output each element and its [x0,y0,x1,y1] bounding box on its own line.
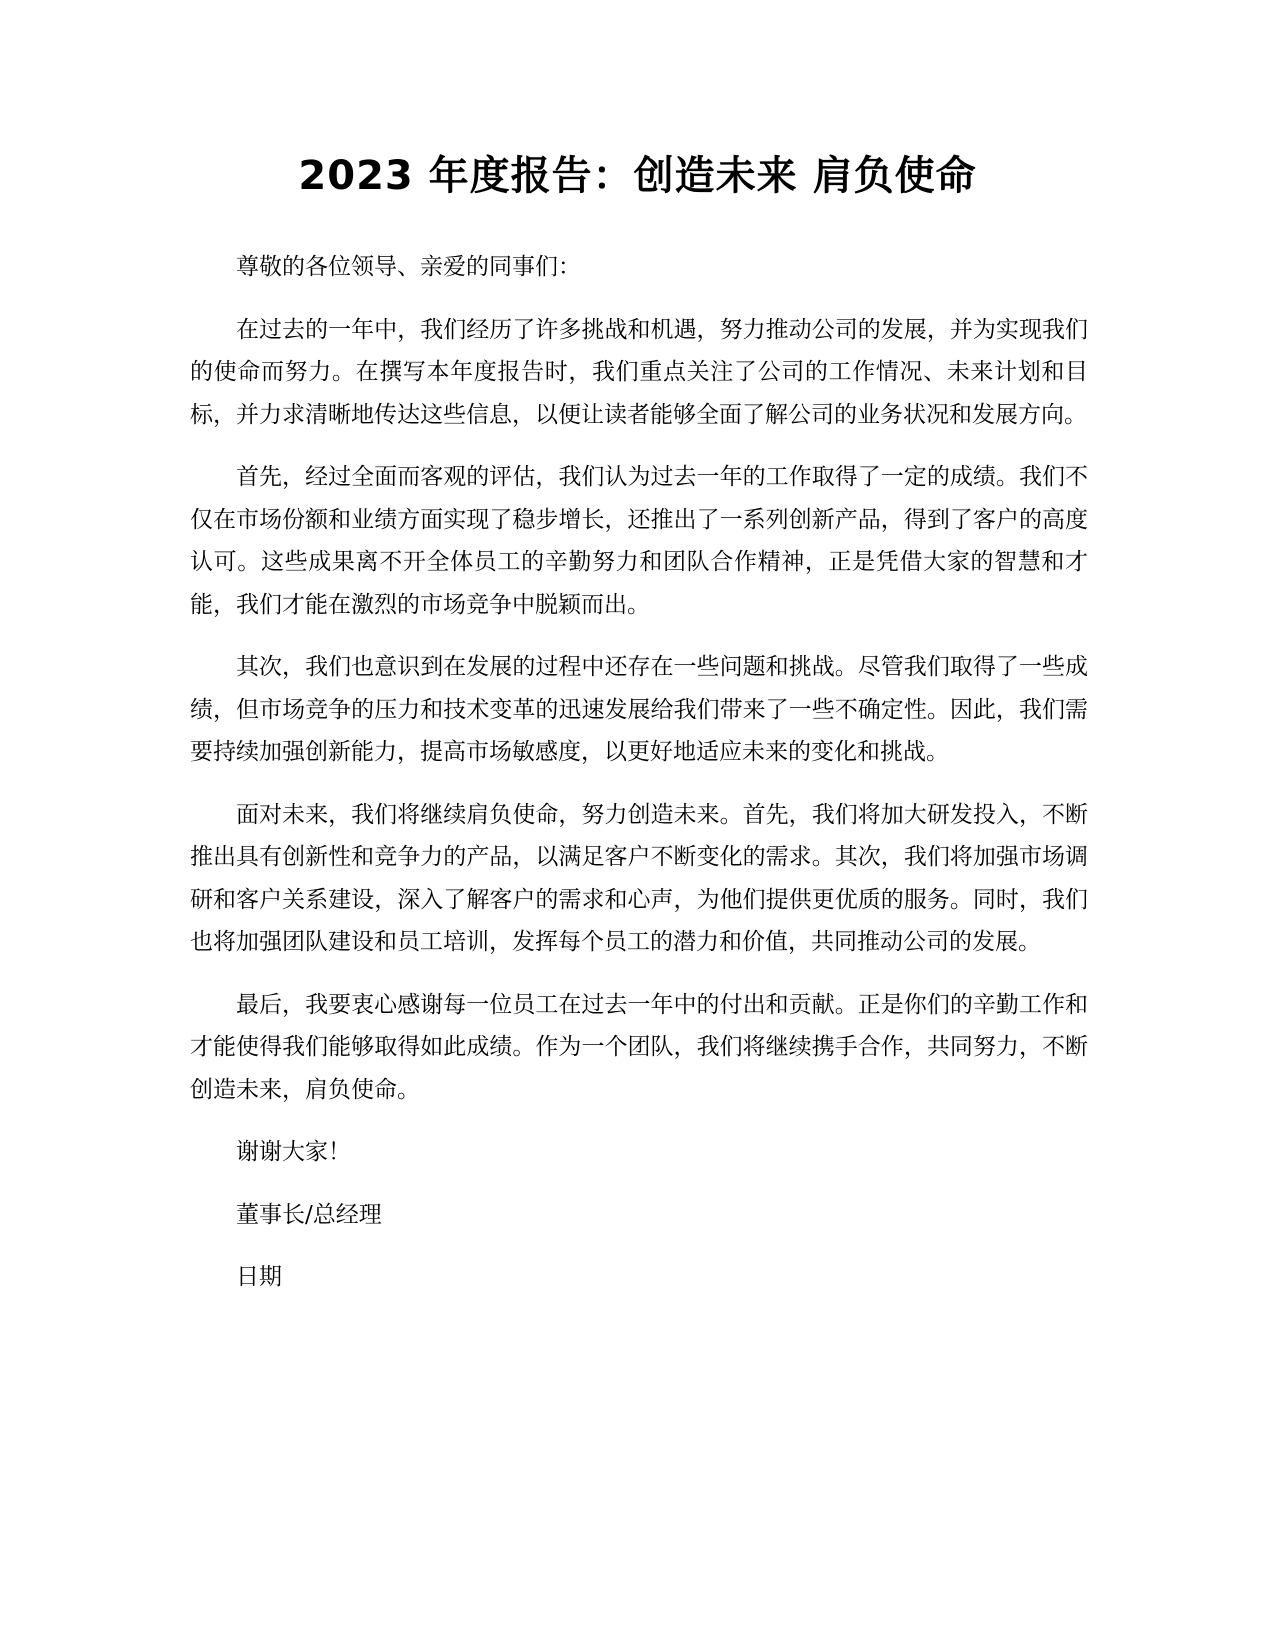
salutation: 尊敬的各位领导、亲爱的同事们： [236,254,581,280]
paragraph-future-plans: 面对未来，我们将继续肩负使命，努力创造未来。首先，我们将加大研发投入，不断推出具有创新性和竞争力的产品，以满足客户不断变化的需求。其次，我们将加强市场调研和客户关系建设，深入了解客户的需求和心声，为他们提供更优质的服务。同时，我们也将加强团队建设和员工培训，发挥每个员工的潜力和价值，共同推动公司的发展。 [190,801,1088,955]
document-title: 2023 年度报告：创造未来 肩负使命 [298,153,977,199]
paragraph-intro: 在过去的一年中，我们经历了许多挑战和机遇，努力推动公司的发展，并为实现我们的使命而努力。在撰写本年度报告时，我们重点关注了公司的工作情况、未来计划和目标，并力求清晰地传达这些信息，以便让读者能够全面了解公司的业务状况和发展方向。 [190,316,1088,428]
signature-title: 董事长/总经理 [236,1201,382,1228]
paragraph-thanks: 最后，我要衷心感谢每一位员工在过去一年中的付出和贡献。正是你们的辛勤工作和才能使得我们能够取得如此成绩。作为一个团队，我们将继续携手合作，共同努力，不断创造未来，肩负使命。 [190,991,1088,1103]
closing-line: 谢谢大家！ [236,1139,351,1165]
date-label: 日期 [236,1264,282,1290]
paragraph-challenges: 其次，我们也意识到在发展的过程中还存在一些问题和挑战。尽管我们取得了一些成绩，但市场竞争的压力和技术变革的迅速发展给我们带来了一些不确定性。因此，我们需要持续加强创新能力，提高市场敏感度，以更好地适应未来的变化和挑战。 [190,654,1088,765]
document-body [190,246,1088,1319]
paragraph-achievements: 首先，经过全面而客观的评估，我们认为过去一年的工作取得了一定的成绩。我们不仅在市场份额和业绩方面实现了稳步增长，还推出了一系列创新产品，得到了客户的高度认可。这些成果离不开全体员工的辛勤努力和团队合作精神，正是凭借大家的智慧和才能，我们才能在激烈的市场竞争中脱颖而出。 [190,464,1088,618]
